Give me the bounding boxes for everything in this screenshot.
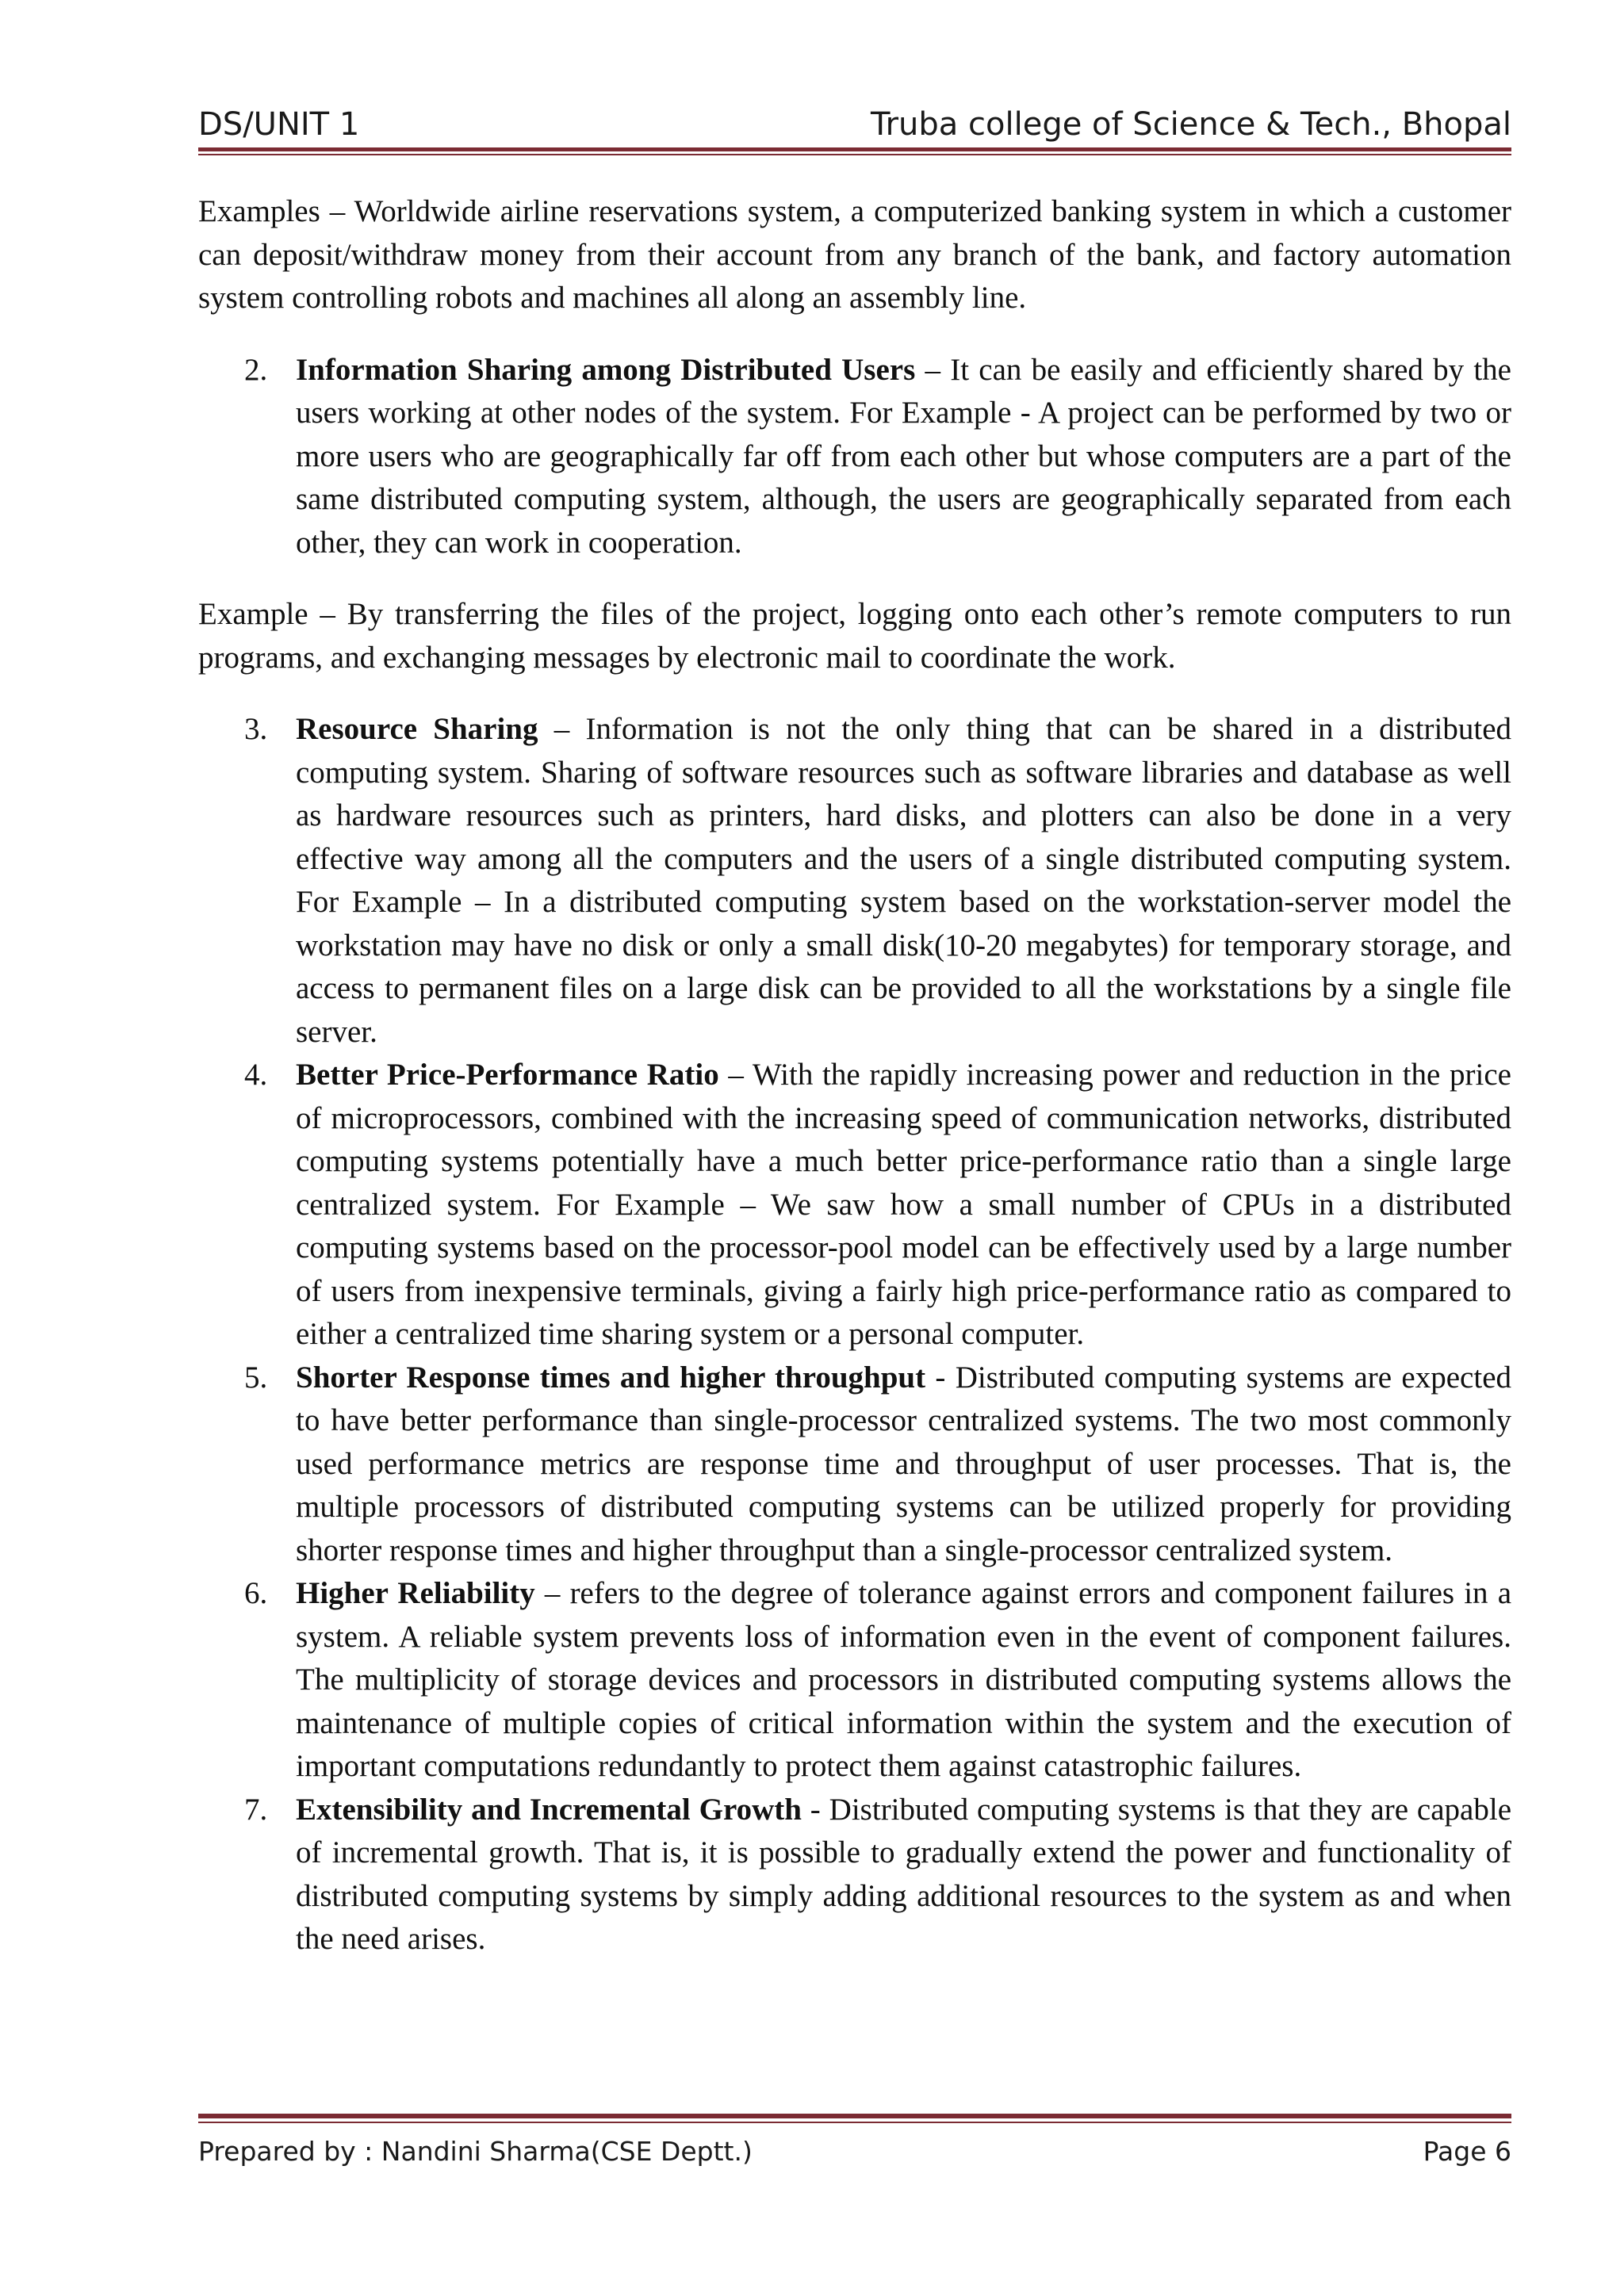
list-item-title: Extensibility and Incremental Growth bbox=[296, 1792, 802, 1827]
header-rule bbox=[198, 147, 1511, 151]
list-item-title: Higher Reliability bbox=[296, 1576, 535, 1610]
list-item bbox=[198, 1357, 1511, 1573]
footer-rule-thin bbox=[198, 2122, 1511, 2123]
page-header bbox=[198, 97, 1511, 147]
list-item-title: Better Price-Performance Ratio bbox=[296, 1058, 719, 1092]
page-footer bbox=[198, 2130, 1511, 2177]
list-item-text: – Information is not the only thing that can be shared in a distributed computing system. Sharing of software resources such as software libraries and database as well as hardware resources such as printers, hard disks, and plotters can also be done in a very effective way among all the computers and the users of a single distributed computing system. For Example – In a distributed computing system based on the workstation-server model the workstation may have no disk or only a small disk(10-20 megabytes) for temporary storage, and access to permanent files on a large disk can be provided to all the workstations by a single file server. bbox=[296, 712, 1511, 1049]
list-item bbox=[198, 349, 1511, 565]
footer-author: Prepared by : Nandini Sharma(CSE Deptt.) bbox=[198, 2136, 753, 2167]
list-item-text: – With the rapidly increasing power and reduction in the price of microprocessors, combined with the increasing speed of communication networks, distributed computing systems potentially have a much better price-performance ratio than a single large centralized system. For Example – We saw how a small number of CPUs in a distributed computing systems based on the processor-pool model can be effectively used by a large number of users from inexpensive terminals, giving a fairly high price-performance ratio as compared to either a centralized time sharing system or a personal computer. bbox=[296, 1058, 1511, 1351]
list-item-text: - Distributed computing systems is that they are capable of incremental growth. That is, it is possible to gradually extend the power and functionality of distributed computing systems by simply adding additional resources to the system as and when the need arises. bbox=[296, 1792, 1511, 1956]
list-item-text: - Distributed computing systems are expected to have better performance than single-processor centralized systems. The two most commonly used performance metrics are response time and throughput of user processes. That is, the multiple processors of distributed computing systems can be utilized properly for providing shorter response times and higher throughput than a single-processor centralized system. bbox=[296, 1360, 1512, 1567]
advantages-list-part-2 bbox=[198, 708, 1511, 1961]
list-item-title: Information Sharing among Distributed Users bbox=[296, 352, 916, 387]
list-item bbox=[198, 708, 1511, 1054]
list-item-title: Resource Sharing bbox=[296, 712, 538, 746]
list-item bbox=[198, 1789, 1511, 1961]
page-content bbox=[198, 190, 1511, 1961]
list-item-number: 3. bbox=[244, 712, 268, 746]
list-item-number: 5. bbox=[244, 1360, 268, 1395]
example-paragraph: Example – By transferring the files of the project, logging onto each other’s remote computers to run programs, and exchanging messages by electronic mail to coordinate the work. bbox=[198, 597, 1511, 675]
list-item-number: 7. bbox=[244, 1792, 268, 1827]
list-item-number: 4. bbox=[244, 1058, 268, 1092]
list-item bbox=[198, 1054, 1511, 1357]
list-item-text: – refers to the degree of tolerance against errors and component failures in a system. A reliable system prevents loss of information even in the event of component failures. The multiplicity of storage devices and processors in distributed computing systems allows the maintenance of multiple copies of critical information within the system and the execution of important computations redundantly to protect them against catastrophic failures. bbox=[296, 1576, 1512, 1783]
advantages-list-part-1 bbox=[198, 349, 1511, 565]
header-college-name: Truba college of Science & Tech., Bhopal bbox=[871, 106, 1511, 143]
list-item-title: Shorter Response times and higher throughput bbox=[296, 1360, 926, 1395]
list-item-number: 2. bbox=[244, 352, 268, 387]
header-rule-thin bbox=[198, 154, 1511, 155]
footer-rule bbox=[198, 2114, 1511, 2118]
list-item-number: 6. bbox=[244, 1576, 268, 1610]
list-item bbox=[198, 1572, 1511, 1789]
page-number: Page 6 bbox=[1423, 2136, 1511, 2167]
list-item-text: – It can be easily and efficiently shared by the users working at other nodes of the system. For Example - A project can be performed by two or more users who are geographically far off from each other but whose computers are a part of the same distributed computing system, although, the users are geographically separated from each other, they can work in cooperation. bbox=[296, 352, 1511, 560]
header-unit-label: DS/UNIT 1 bbox=[198, 106, 360, 143]
intro-paragraph: Examples – Worldwide airline reservations system, a computerized banking system in which a customer can deposit/withdraw money from their account from any branch of the bank, and factory automation system controlling robots and machines all along an assembly line. bbox=[198, 194, 1511, 315]
